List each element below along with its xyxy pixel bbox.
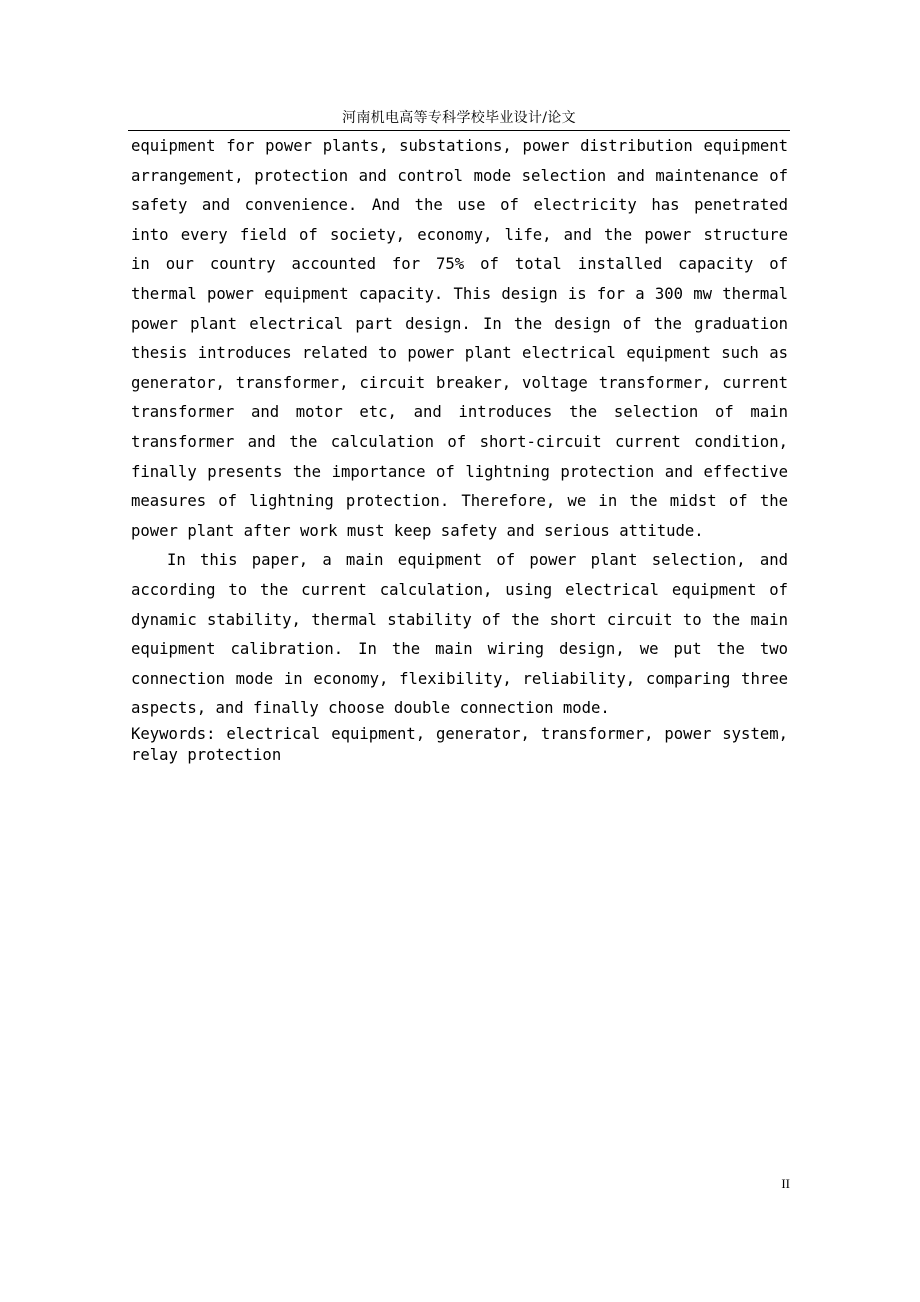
abstract-body: [131, 132, 788, 724]
page-header: [128, 107, 790, 131]
body-paragraph-1: equipment for power plants, substations, power distribution equipment arrangement, protection and control mode selection and maintenance of safety and convenience. And the use of electricity has penetrated into every field of society, economy, life, and the power structure in our country accounted for 75% of total installed capacity of thermal power equipment capacity. This design is for a 300 mw thermal power plant electrical part design. In the design of the graduation thesis introduces related to power plant electrical equipment such as generator, transformer, circuit breaker, voltage transformer, current transformer and motor etc, and introduces the selection of main transformer and the calculation of short-circuit current condition, finally presents the importance of lightning protection and effective measures of lightning protection. Therefore, we in the midst of the power plant after work must keep safety and serious attitude.: [131, 137, 788, 540]
page-number: II: [781, 1176, 790, 1191]
body-paragraph-2: In this paper, a main equipment of power plant selection, and according to the current calculation, using electrical equipment of dynamic stability, thermal stability of the short circuit to the main equipment calibration. In the main wiring design, we put the two connection mode in economy, flexibility, reliability, comparing three aspects, and finally choose double connection mode.: [131, 551, 788, 718]
keywords-line: Keywords: electrical equipment, generator, transformer, power system, relay protection: [131, 725, 788, 764]
header-title: 河南机电高等专科学校毕业设计/论文: [342, 110, 576, 126]
